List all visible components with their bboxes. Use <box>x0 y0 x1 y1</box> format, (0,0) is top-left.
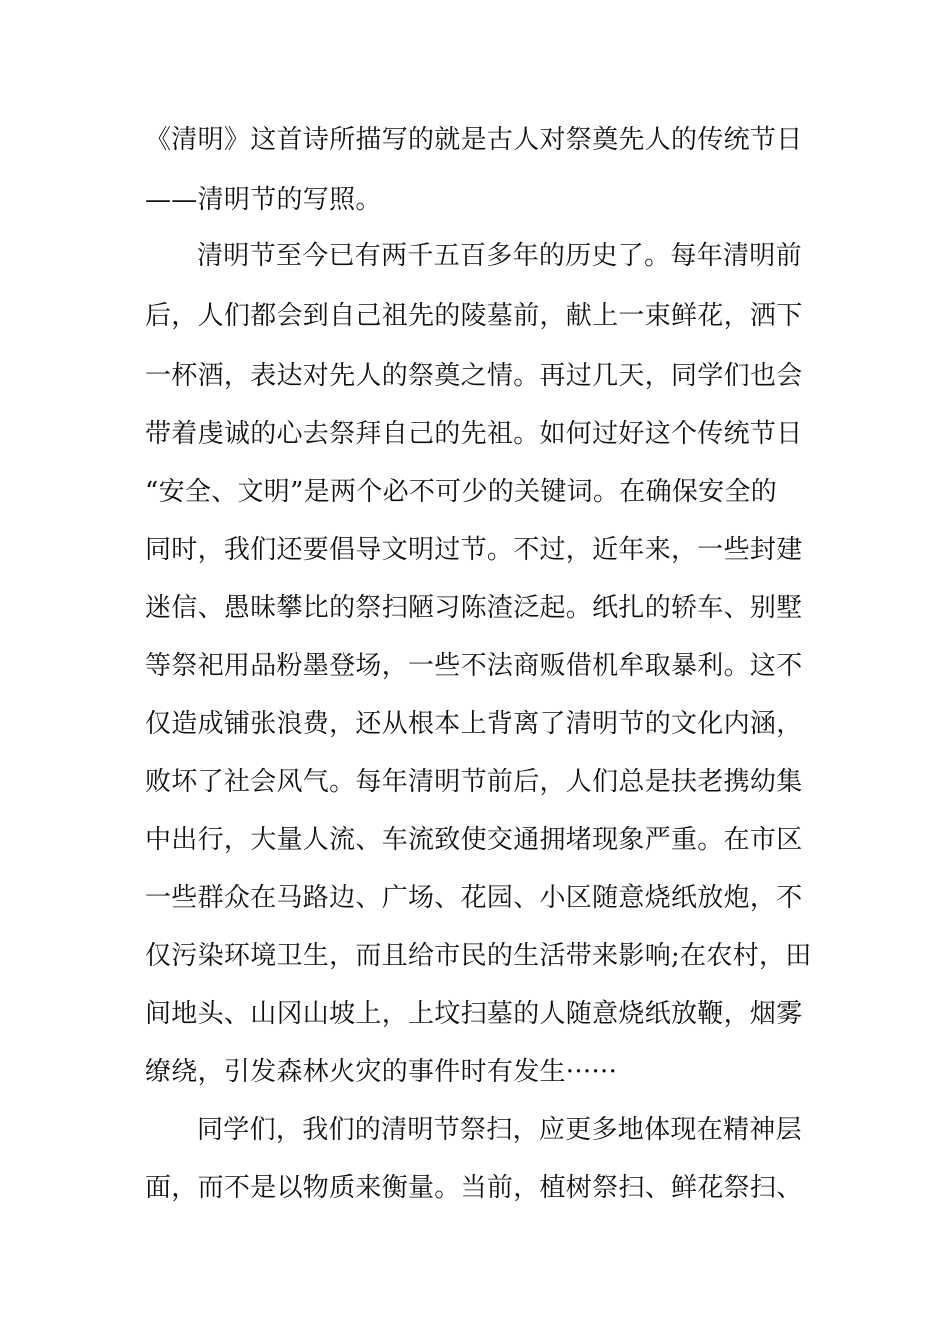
text-line: 《清明》这首诗所描写的就是古人对祭奠先人的传统节日 <box>145 125 803 155</box>
text-line: 后，人们都会到自己祖先的陵墓前，献上一束鲜花，洒下 <box>145 301 803 331</box>
text-line: 间地头、山冈山坡上，上坟扫墓的人随意烧纸放鞭，烟雾 <box>145 999 803 1029</box>
text-line: 等祭祀用品粉墨登场，一些不法商贩借机牟取暴利。这不 <box>145 651 803 681</box>
text-line: 缭绕，引发森林火灾的事件时有发生······ <box>145 1057 618 1087</box>
text-line: 仅污染环境卫生，而且给市民的生活带来影响;在农村，田 <box>145 941 812 971</box>
text-line: “安全、文明”是两个必不可少的关键词。在确保安全的 <box>145 477 778 507</box>
text-line: 一些群众在马路边、广场、花园、小区随意烧纸放炮，不 <box>145 883 803 913</box>
text-line: 迷信、愚昧攀比的祭扫陋习陈渣泛起。纸扎的轿车、别墅 <box>145 593 803 623</box>
paragraph-first-line: 清明节至今已有两千五百多年的历史了。每年清明前 <box>197 241 802 271</box>
text-line: 仅造成铺张浪费，还从根本上背离了清明节的文化内涵， <box>145 709 803 739</box>
text-line: 中出行，大量人流、车流致使交通拥堵现象严重。在市区 <box>145 825 803 855</box>
text-line: 一杯酒，表达对先人的祭奠之情。再过几天，同学们也会 <box>145 361 803 391</box>
paragraph-first-line: 同学们，我们的清明节祭扫，应更多地体现在精神层 <box>197 1115 802 1145</box>
text-line: ——清明节的写照。 <box>145 185 382 215</box>
text-line: 同时，我们还要倡导文明过节。不过，近年来，一些封建 <box>145 535 803 565</box>
text-line: 面，而不是以物质来衡量。当前，植树祭扫、鲜花祭扫、 <box>145 1173 803 1203</box>
text-line: 败坏了社会风气。每年清明节前后，人们总是扶老携幼集 <box>145 767 803 797</box>
text-line: 带着虔诚的心去祭拜自己的先祖。如何过好这个传统节日 <box>145 419 803 449</box>
